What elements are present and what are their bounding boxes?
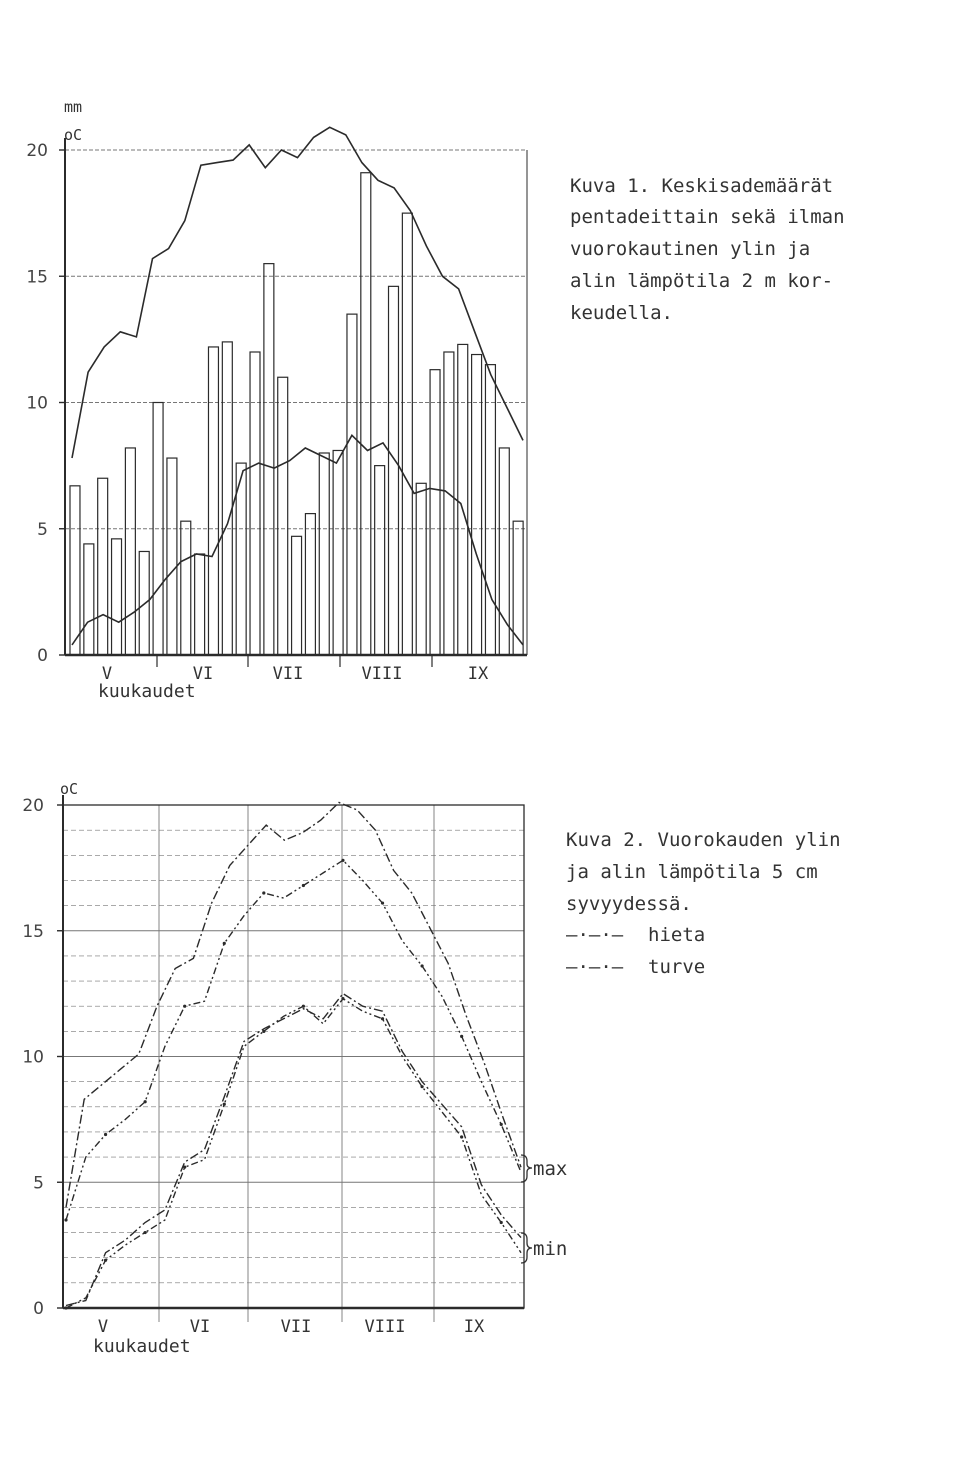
max-bracket-label: max <box>533 1158 568 1180</box>
y-tick-label: 15 <box>22 921 44 942</box>
turve-min-point <box>144 1231 147 1234</box>
fig1-y-axis <box>26 141 65 666</box>
turve-max-point <box>341 859 344 862</box>
precipitation-bar <box>347 314 357 655</box>
max-bracket <box>521 1155 567 1182</box>
precipitation-bar <box>125 448 135 655</box>
max-temperature-line <box>72 127 523 458</box>
turve-min-point <box>262 1030 265 1033</box>
fig1-caption <box>570 175 845 324</box>
month-label-IX: IX <box>463 1317 485 1337</box>
precipitation-bar <box>278 377 288 655</box>
fig1-unit-mm: mm <box>64 98 83 116</box>
precipitation-bar <box>485 365 495 655</box>
y-tick-label: 15 <box>26 267 48 288</box>
precipitation-bar <box>195 554 205 655</box>
turve-max-point <box>104 1133 107 1136</box>
turve-min-point <box>64 1306 67 1309</box>
precipitation-bar <box>458 344 468 655</box>
min-bracket <box>521 1233 567 1263</box>
turve-min-line <box>66 999 521 1308</box>
figure-2 <box>22 780 840 1357</box>
precipitation-bar <box>208 347 218 655</box>
fig1-x-axis-label: kuukaudet <box>98 681 196 702</box>
turve-min-point <box>104 1259 107 1262</box>
legend-line-hieta: —·—·— <box>566 924 624 946</box>
y-tick-label: 0 <box>33 1299 44 1319</box>
precipitation-bar <box>444 352 454 655</box>
month-label-V: V <box>101 664 113 684</box>
hieta-min-line <box>66 994 521 1306</box>
month-label-VIII: VIII <box>361 664 403 684</box>
turve-min-point <box>460 1135 463 1138</box>
turve-max-point <box>64 1218 67 1221</box>
precipitation-bar <box>292 536 302 655</box>
month-label-VI: VI <box>192 664 214 684</box>
fig1-caption-line-5: keudella. <box>570 302 673 324</box>
month-label-V: V <box>97 1317 109 1337</box>
fig2-caption-line-3: syvyydessä. <box>566 893 692 915</box>
fig2-caption-line-2: ja alin lämpötila 5 cm <box>566 861 818 883</box>
precipitation-bar <box>181 521 191 655</box>
min-brace-shape <box>521 1233 532 1263</box>
turve-max-point <box>500 1123 503 1126</box>
turve-min-point <box>420 1085 423 1088</box>
precipitation-bar <box>361 173 371 655</box>
precipitation-bar <box>167 458 177 655</box>
fig2-unit-celsius: oC <box>60 780 79 798</box>
turve-min-point <box>500 1221 503 1224</box>
month-label-VII: VII <box>280 1317 312 1337</box>
precipitation-bar <box>472 355 482 655</box>
y-tick-label: 10 <box>26 393 48 414</box>
turve-min-point <box>381 1017 384 1020</box>
fig2-caption-line-1: Kuva 2. Vuorokauden ylin <box>566 829 841 851</box>
turve-max-point <box>223 942 226 945</box>
precipitation-bar <box>430 370 440 655</box>
month-label-VI: VI <box>189 1317 211 1337</box>
figure-1 <box>26 98 844 702</box>
fig2-x-axis-label: kuukaudet <box>93 1336 191 1357</box>
precipitation-bar <box>112 539 122 655</box>
month-label-IX: IX <box>467 664 489 684</box>
y-tick-label: 0 <box>37 646 48 666</box>
turve-min-point <box>302 1005 305 1008</box>
hieta-max-line <box>66 803 521 1208</box>
turve-max-point <box>302 884 305 887</box>
precipitation-bar <box>375 466 385 655</box>
precipitation-bar <box>250 352 260 655</box>
y-tick-label: 20 <box>26 141 48 161</box>
fig1-caption-line-2: pentadeittain sekä ilman <box>570 206 845 228</box>
fig1-caption-line-3: vuorokautinen ylin ja <box>570 238 811 260</box>
precipitation-bar <box>70 486 80 655</box>
legend-label-hieta: hieta <box>648 924 706 946</box>
precipitation-bar <box>84 544 94 655</box>
precipitation-bar <box>389 286 399 655</box>
turve-max-point <box>262 891 265 894</box>
fig2-caption <box>566 829 841 915</box>
turve-min-point <box>223 1103 226 1106</box>
legend-line-turve: —·—·— <box>566 956 624 978</box>
min-bracket-label: min <box>533 1238 568 1260</box>
y-tick-label: 5 <box>37 519 48 540</box>
y-tick-label: 5 <box>33 1173 44 1194</box>
legend-label-turve: turve <box>648 956 706 978</box>
precipitation-bar <box>402 213 412 655</box>
turve-max-point <box>381 901 384 904</box>
fig1-caption-line-4: alin lämpötila 2 m kor- <box>570 270 834 292</box>
fig1-caption-line-1: Kuva 1. Keskisademäärät <box>570 175 834 197</box>
turve-min-point <box>341 997 344 1000</box>
turve-min-point <box>183 1166 186 1169</box>
month-label-VIII: VIII <box>364 1317 406 1337</box>
fig2-month-labels <box>98 1317 485 1337</box>
fig2-y-axis <box>22 796 63 1319</box>
turve-max-point <box>144 1100 147 1103</box>
precipitation-bar <box>416 483 426 655</box>
fig2-legend <box>566 924 705 978</box>
turve-max-point <box>183 1005 186 1008</box>
precipitation-bar <box>264 264 274 655</box>
turve-max-point <box>420 964 423 967</box>
fig1-precipitation-bars <box>70 173 523 655</box>
precipitation-bar <box>98 478 108 655</box>
turve-max-line <box>66 860 521 1220</box>
y-tick-label: 10 <box>22 1047 44 1068</box>
precipitation-bar <box>319 453 329 655</box>
fig2-grid <box>63 795 524 1322</box>
precipitation-bar <box>222 342 232 655</box>
month-label-VII: VII <box>272 664 304 684</box>
y-tick-label: 20 <box>22 796 44 816</box>
turve-max-point <box>460 1035 463 1038</box>
precipitation-bar <box>333 450 343 655</box>
max-brace-shape <box>521 1155 532 1182</box>
precipitation-bar <box>305 514 315 655</box>
fig1-unit-celsius: oC <box>64 126 83 144</box>
